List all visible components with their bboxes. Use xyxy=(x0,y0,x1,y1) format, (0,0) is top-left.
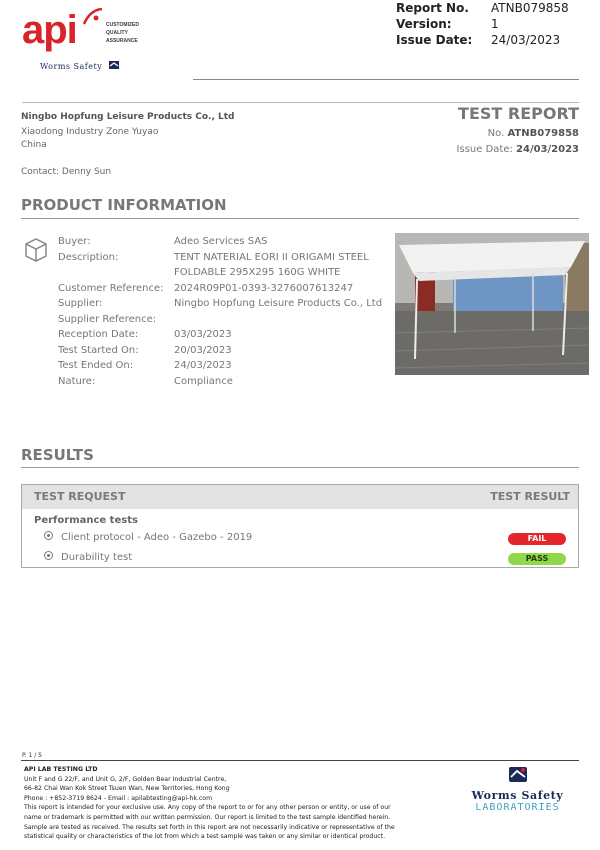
product-info-labels: Buyer: Description: Customer Reference: Supplier: Supplier Reference: Reception Date: Test Started On: Test Ended On: Nature: xyxy=(58,236,164,387)
results-table-header xyxy=(22,485,578,509)
radio-bullet-icon xyxy=(44,551,53,560)
logo-swoosh-icon xyxy=(82,8,104,26)
worms-safety-logo-small: Worms Safety xyxy=(40,60,120,71)
company-contact: Contact: Denny Sun xyxy=(21,167,112,177)
box-icon xyxy=(24,237,48,263)
report-meta-values: ATNB079858 1 24/03/2023 xyxy=(491,1,569,47)
worms-safety-lab-logo: Worms Safety LABORATORIES xyxy=(455,765,580,813)
product-info-divider xyxy=(21,218,579,219)
api-logo-text: api xyxy=(22,8,77,52)
report-title: TEST REPORT xyxy=(458,104,579,123)
product-info-values: Adeo Services SAS TENT NATERIAL EORI II ORIGAMI STEEL FOLDABLE 295X295 160G WHITE 2024R09P01-0393-3276007613247 Ningbo Hopfung Leisure Products Co., Ltd 03/03/2023 20/03/2023 24/03/2023 Compliance xyxy=(174,236,383,387)
page-number: P. 1 / 5 xyxy=(22,752,42,759)
api-tagline: CUSTOMIZED QUALITY ASSURANCE xyxy=(106,22,139,44)
api-logo xyxy=(22,8,139,56)
radio-bullet-icon xyxy=(44,531,53,540)
col-test-request: TEST REQUEST xyxy=(34,490,126,503)
footer-text: API LAB TESTING LTD Unit F and G 22/F, and Unit G, 2/F, Golden Bear Industrial Centre, 66-82 Chai Wan Kok Street Tsuen Wan, New Territories, Hong Kong Phone : +852-3719 8624 - Email : apilabtesting@api-hk.com This report is intended for your exclusive use. Any copy of the report to or for any other person or entity, or use of our name or trademark is permitted with our written permission. Our report is limited to the test sample identified herein. Sample are tested as received. The results set forth in this report are not necessarily indicative or representative of the statistical quality or characteristics of the lot from which a test sample was taken or any similar or identical product. xyxy=(24,766,395,841)
report-issue-date: Issue Date: 24/03/2023 xyxy=(456,144,579,155)
test-group-label: Performance tests xyxy=(34,515,138,526)
worms-flag-icon xyxy=(507,765,529,785)
header-divider xyxy=(193,79,579,80)
report-number: No. ATNB079858 xyxy=(487,128,579,139)
results-heading: RESULTS xyxy=(21,446,94,464)
results-table xyxy=(21,484,579,568)
product-info-heading: PRODUCT INFORMATION xyxy=(21,196,227,214)
worms-flag-icon xyxy=(108,60,120,70)
report-meta-labels: Report No. Version: Issue Date: xyxy=(396,1,473,47)
col-test-result: TEST RESULT xyxy=(490,490,570,503)
results-divider xyxy=(21,467,579,468)
company-name: Ningbo Hopfung Leisure Products Co., Ltd xyxy=(21,112,235,122)
footer-divider xyxy=(21,760,579,761)
header-divider-2 xyxy=(22,102,579,103)
product-photo xyxy=(395,233,589,375)
status-badge-fail: FAIL xyxy=(508,533,566,545)
status-badge-pass: PASS xyxy=(508,553,566,565)
test-row: Client protocol - Adeo - Gazebo - 2019 xyxy=(44,531,252,543)
company-address: Xiaodong Industry Zone Yuyao China xyxy=(21,127,159,150)
test-row: Durability test xyxy=(44,551,132,563)
